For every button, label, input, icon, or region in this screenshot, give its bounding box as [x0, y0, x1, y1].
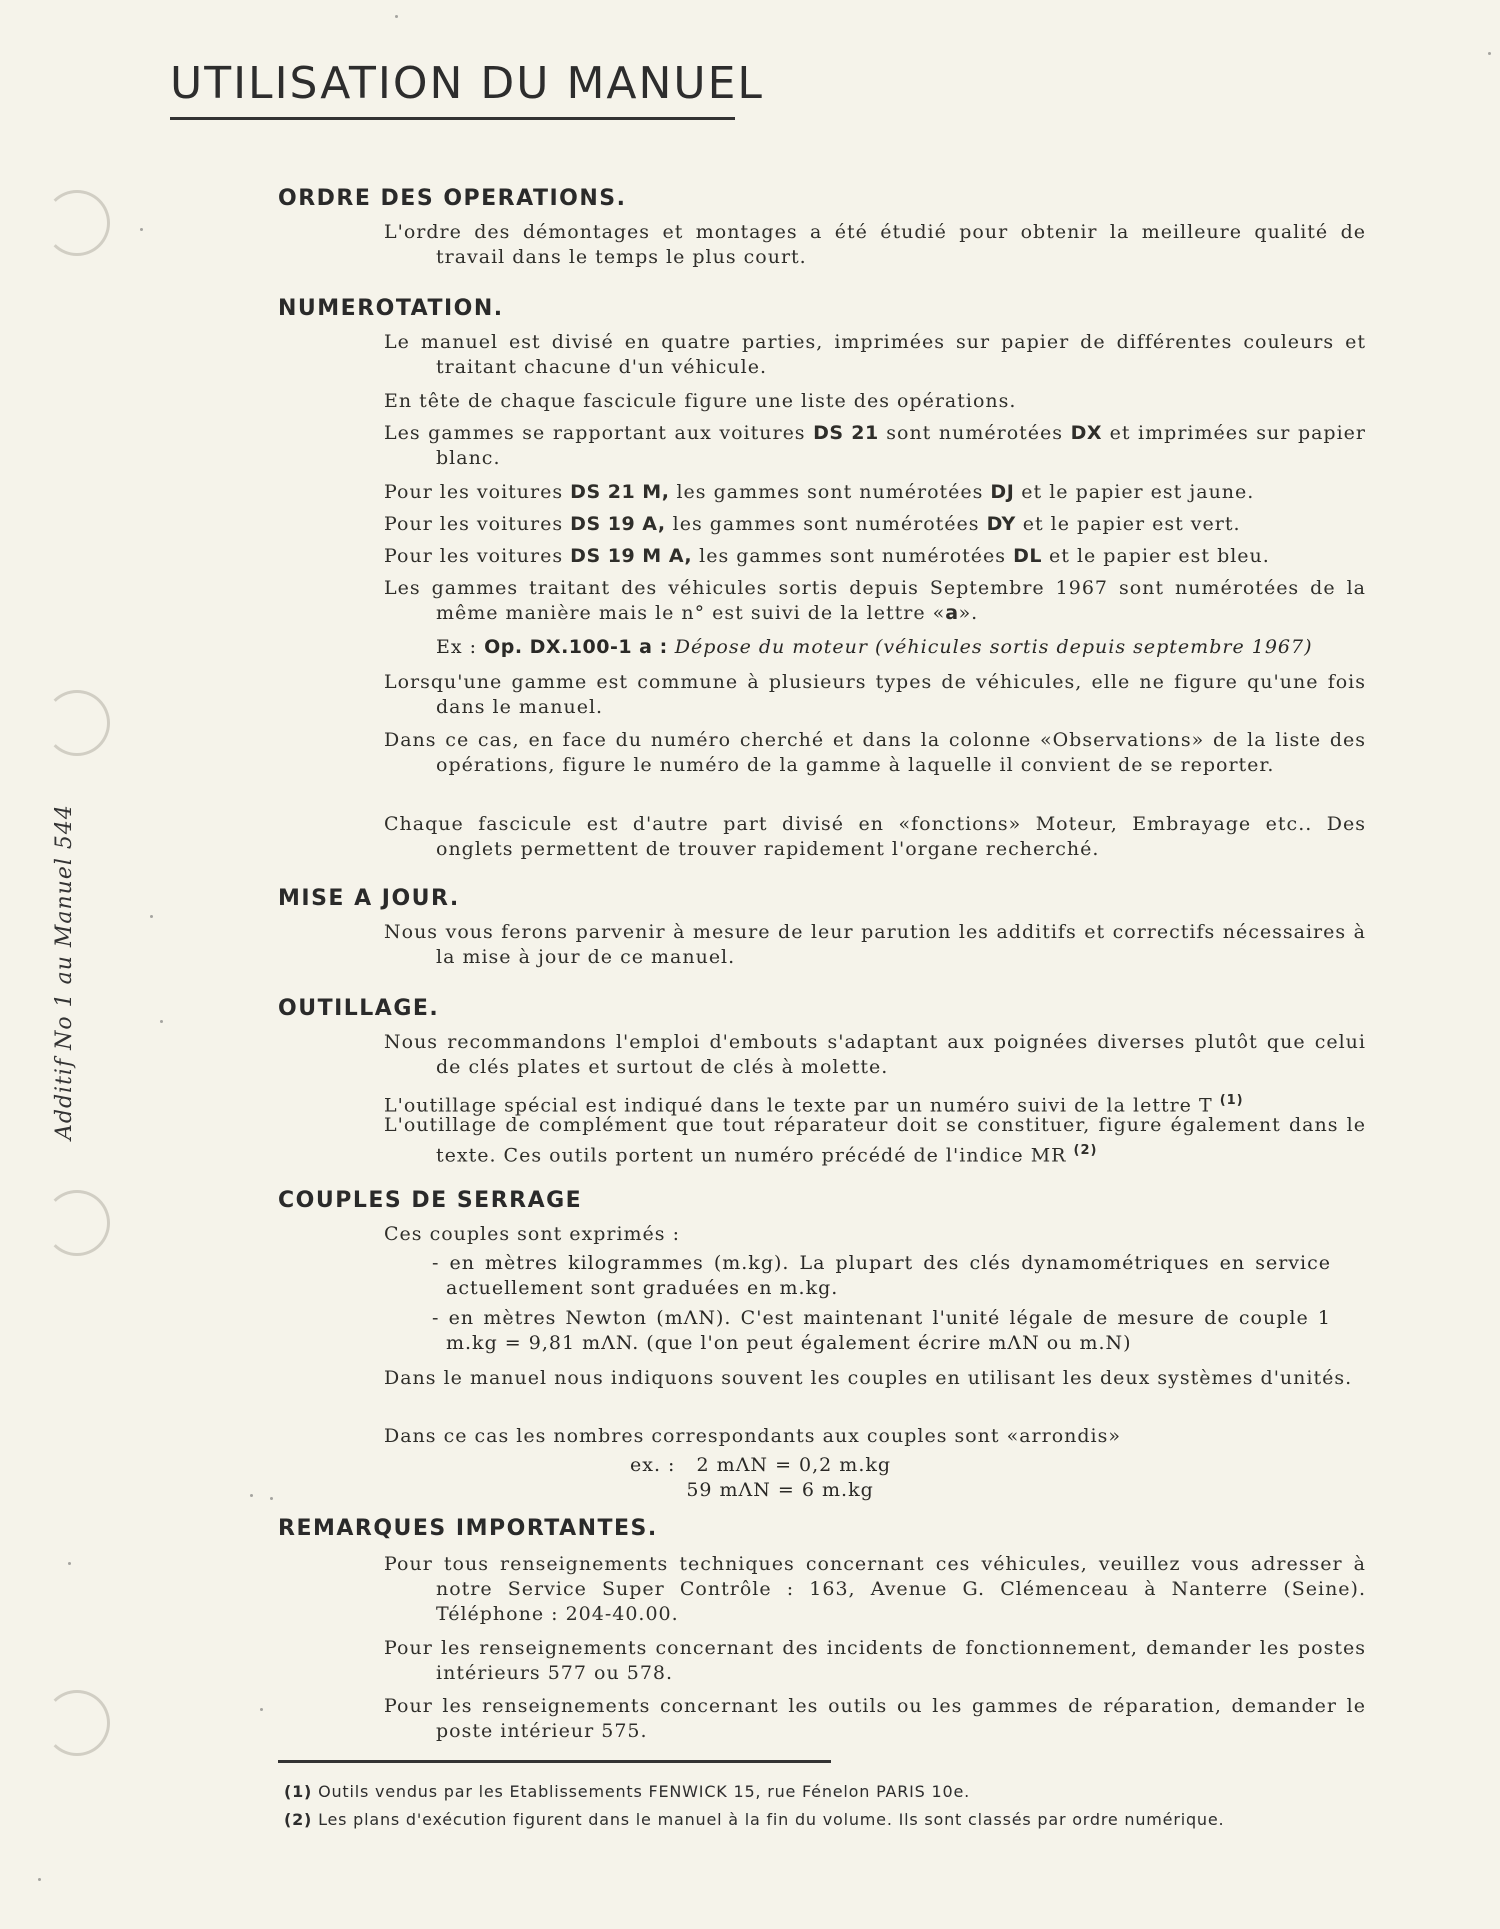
- bullet-item: - en mètres Newton (mΛN). C'est maintenant l'unité légale de mesure de couple 1 m.kg = 9,81 mΛN. (que l'on peut également écrire mΛN ou m.N): [432, 1307, 1331, 1354]
- paragraph: [384, 1113, 1366, 1168]
- heading-mise-a-jour: MISE A JOUR.: [278, 886, 460, 911]
- text: et le papier est jaune.: [1014, 481, 1255, 503]
- page-title: UTILISATION DU MANUEL: [170, 58, 764, 109]
- paragraph: Le manuel est divisé en quatre parties, imprimées sur papier de différentes couleurs et traitant chacune d'un véhicule.: [384, 331, 1366, 378]
- paragraph: [384, 512, 1366, 537]
- paragraph: Nous recommandons l'emploi d'embouts s'adaptant aux poignées diverses plutôt que celui de clés plates et surtout de clés à molette.: [384, 1031, 1366, 1078]
- text: et le papier est bleu.: [1041, 545, 1270, 567]
- text: Les gammes se rapportant aux voitures: [384, 422, 814, 444]
- footnote-ref: (1): [1219, 1093, 1244, 1108]
- suffix-letter: a: [945, 602, 959, 624]
- range-code: DJ: [990, 481, 1015, 503]
- paragraph: Dans ce cas les nombres correspondants aux couples sont «arrondis»: [384, 1425, 1122, 1447]
- text: Les gammes traitant des véhicules sortis depuis Septembre 1967 sont numérotées de la même manière mais le n° est suivi de la lettre «: [384, 577, 1366, 624]
- side-note: Additif No 1 au Manuel 544: [52, 804, 77, 1140]
- scan-speck: [160, 1020, 163, 1023]
- heading-outillage: OUTILLAGE.: [278, 996, 440, 1021]
- paragraph: [384, 576, 1366, 626]
- paragraph: [384, 480, 1366, 505]
- scan-speck: [260, 1708, 263, 1711]
- scan-speck: [395, 15, 398, 18]
- model-code: DS 21 M,: [570, 481, 670, 503]
- paragraph: Nous vous ferons parvenir à mesure de leur parution les additifs et correctifs nécessaires à la mise à jour de ce manuel.: [384, 921, 1366, 968]
- text: Ex :: [436, 636, 485, 658]
- text: les gammes sont numérotées: [692, 545, 1014, 567]
- scan-speck: [150, 915, 153, 918]
- text: et le papier est vert.: [1015, 513, 1241, 535]
- paragraph: Ces couples sont exprimés :: [384, 1223, 680, 1245]
- punch-hole: [44, 1190, 110, 1256]
- punch-hole: [44, 190, 110, 256]
- paragraph: [384, 544, 1366, 569]
- scan-speck: [1488, 52, 1491, 55]
- footnote-mark: (2): [284, 1810, 313, 1829]
- heading-numerotation: NUMEROTATION.: [278, 296, 504, 321]
- example-conversions: [630, 1453, 891, 1503]
- paragraph: L'ordre des démontages et montages a été étudié pour obtenir la meilleure qualité de travail dans le temps le plus court.: [384, 221, 1366, 268]
- operation-code: Op. DX.100-1 a :: [484, 636, 668, 658]
- text: sont numérotées: [878, 422, 1071, 444]
- text: les gammes sont numérotées: [665, 513, 987, 535]
- scan-speck: [140, 228, 143, 231]
- text: et imprimées sur papier blanc.: [436, 422, 1366, 469]
- operation-title: Dépose du moteur (véhicules sortis depuis septembre 1967): [667, 636, 1313, 658]
- text: les gammes sont numérotées: [669, 481, 991, 503]
- heading-ordre: ORDRE DES OPERATIONS.: [278, 186, 627, 211]
- paragraph: Pour les renseignements concernant des incidents de fonctionnement, demander les postes intérieurs 577 ou 578.: [384, 1637, 1366, 1684]
- paragraph: [384, 421, 1366, 471]
- scan-speck: [38, 1878, 41, 1881]
- paragraph: Lorsqu'une gamme est commune à plusieurs types de véhicules, elle ne figure qu'une fois dans le manuel.: [384, 671, 1366, 718]
- text: Pour les voitures: [384, 481, 571, 503]
- footnote: [284, 1810, 1355, 1830]
- paragraph: Dans ce cas, en face du numéro cherché et dans la colonne «Observations» de la liste des opérations, figure le numéro de la gamme à laquelle il convient de se reporter.: [384, 729, 1366, 776]
- footnote-ref: (2): [1073, 1143, 1098, 1158]
- paragraph: En tête de chaque fascicule figure une liste des opérations.: [384, 390, 1017, 412]
- scan-speck: [250, 1494, 253, 1497]
- model-code: DS 19 M A,: [570, 545, 693, 567]
- scan-speck: [68, 1562, 71, 1565]
- heading-remarques: REMARQUES IMPORTANTES.: [278, 1516, 658, 1541]
- range-code: DX: [1070, 422, 1103, 444]
- text: Pour les voitures: [384, 513, 571, 535]
- conversion-line: 59 mΛN = 6 m.kg: [630, 1479, 874, 1501]
- footnote-mark: (1): [284, 1782, 313, 1801]
- text: ».: [958, 602, 979, 624]
- text: L'outillage spécial est indiqué dans le texte par un numéro suivi de la lettre T: [384, 1094, 1213, 1117]
- punch-hole: [44, 1690, 110, 1756]
- paragraph: Dans le manuel nous indiquons souvent les couples en utilisant les deux systèmes d'unités.: [384, 1367, 1353, 1389]
- footnote-rule: [278, 1760, 831, 1763]
- footnote-text: Outils vendus par les Etablissements FENWICK 15, rue Fénelon PARIS 10e.: [318, 1782, 971, 1801]
- heading-couples: COUPLES DE SERRAGE: [278, 1188, 583, 1213]
- conversion-line: ex. : 2 mΛN = 0,2 m.kg: [630, 1454, 892, 1476]
- paragraph: Chaque fascicule est d'autre part divisé en «fonctions» Moteur, Embrayage etc.. Des onglets permettent de trouver rapidement l'organe recherché.: [384, 813, 1366, 860]
- paragraph: Pour tous renseignements techniques concernant ces véhicules, veuillez vous adresser à notre Service Super Contrôle : 163, Avenue G. Clémenceau à Nanterre (Seine). Téléphone : 204-40.00.: [384, 1553, 1366, 1625]
- text: L'outillage de complément que tout réparateur doit se constituer, figure également dans le texte. Ces outils portent un numéro précédé de l'indice MR: [384, 1114, 1366, 1167]
- bullet-item: - en mètres kilogrammes (m.kg). La plupart des clés dynamométriques en service actuellement sont graduées en m.kg.: [432, 1252, 1331, 1299]
- model-code: DS 19 A,: [570, 513, 666, 535]
- range-code: DY: [986, 513, 1016, 535]
- range-code: DL: [1013, 545, 1042, 567]
- title-underline: [170, 117, 735, 120]
- footnote-text: Les plans d'exécution figurent dans le manuel à la fin du volume. Ils sont classés par ordre numérique.: [318, 1810, 1225, 1829]
- model-code: DS 21: [813, 422, 879, 444]
- text: Pour les voitures: [384, 545, 571, 567]
- scan-speck: [270, 1497, 273, 1500]
- footnote: [284, 1782, 1355, 1802]
- paragraph: Pour les renseignements concernant les outils ou les gammes de réparation, demander le poste intérieur 575.: [384, 1695, 1366, 1742]
- example-line: [436, 636, 1316, 658]
